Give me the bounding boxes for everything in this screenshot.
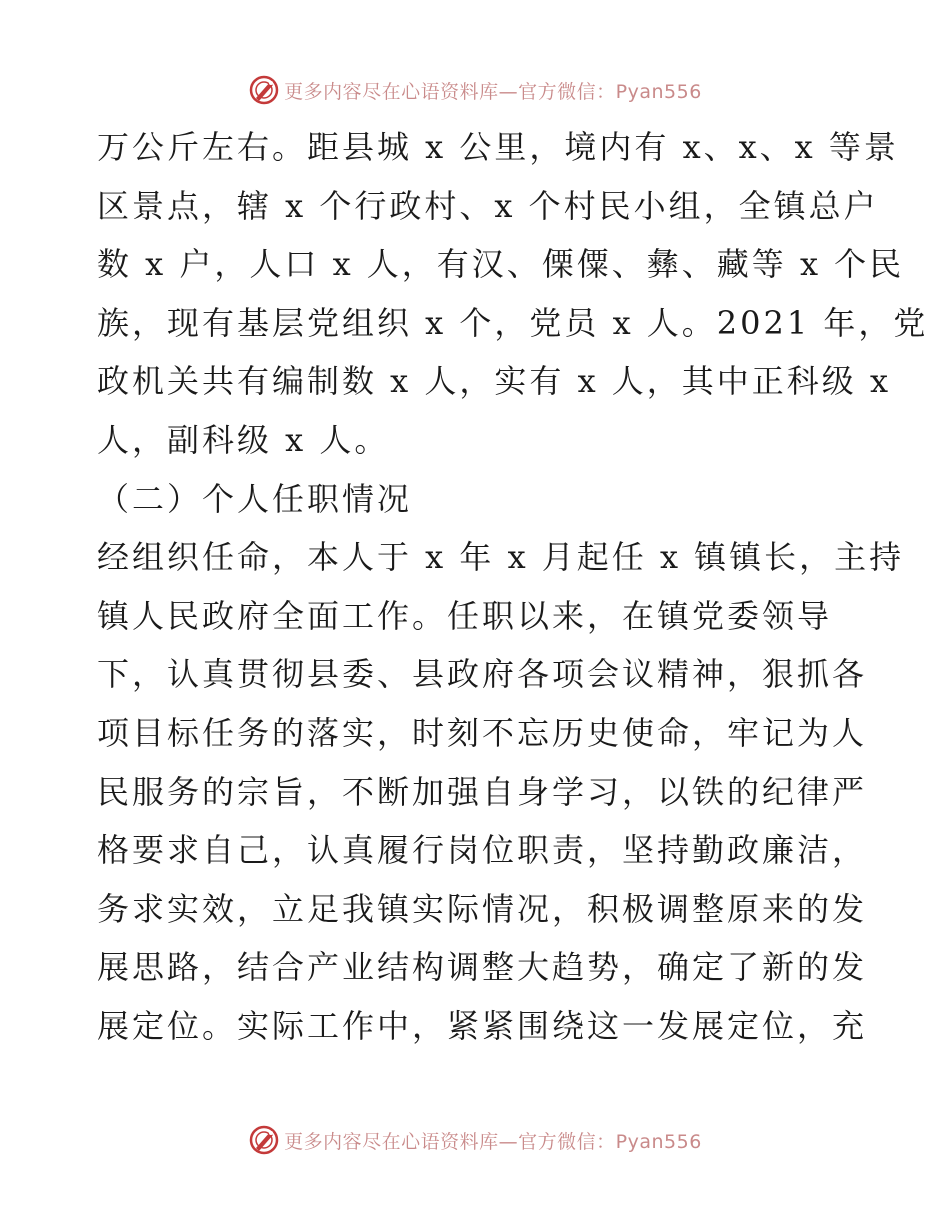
text-line: 下，认真贯彻县委、县政府各项会议精神，狠抓各 [97,655,868,694]
banner-text: 更多内容尽在心语资料库—官方微信：Pyan556 [284,1130,702,1153]
section-heading: （二）个人任职情况 [97,479,413,518]
text-line: 政机关共有编制数 x 人，实有 x 人，其中正科级 x [97,362,892,401]
text-line: 展定位。实际工作中，紧紧围绕这一发展定位，充 [97,1006,868,1045]
text-line: 格要求自己，认真履行岗位职责，坚持勤政廉洁， [97,831,868,870]
text-line: 镇人民政府全面工作。任职以来，在镇党委领导 [97,596,833,635]
text-line: 万公斤左右。距县城 x 公里，境内有 x、x、x 等景 [97,128,899,166]
text-line: 项目标任务的落实，时刻不忘历史使命，牢记为人 [97,713,868,752]
seal-logo-icon [248,1124,280,1156]
header-banner [0,70,950,110]
document-body [97,118,929,1056]
text-line: 数 x 户，人口 x 人，有汉、傈僳、彝、藏等 x 个民 [97,245,905,284]
seal-logo-icon [248,74,280,106]
text-line: 民服务的宗旨，不断加强自身学习，以铁的纪律严 [97,772,868,811]
text-line: 经组织任命，本人于 x 年 x 月起任 x 镇镇长，主持 [97,538,905,577]
text-line: 人，副科级 x 人。 [97,420,390,459]
banner-text: 更多内容尽在心语资料库—官方微信：Pyan556 [284,80,702,103]
text-line: 族，现有基层党组织 x 个，党员 x 人。2021 年，党 [97,303,929,342]
text-line: 展思路，结合产业结构调整大趋势，确定了新的发 [97,948,868,987]
text-line: 务求实效，立足我镇实际情况，积极调整原来的发 [97,889,868,928]
text-line: 区景点，辖 x 个行政村、x 个村民小组，全镇总户 [97,186,879,225]
footer-banner [0,1120,950,1160]
